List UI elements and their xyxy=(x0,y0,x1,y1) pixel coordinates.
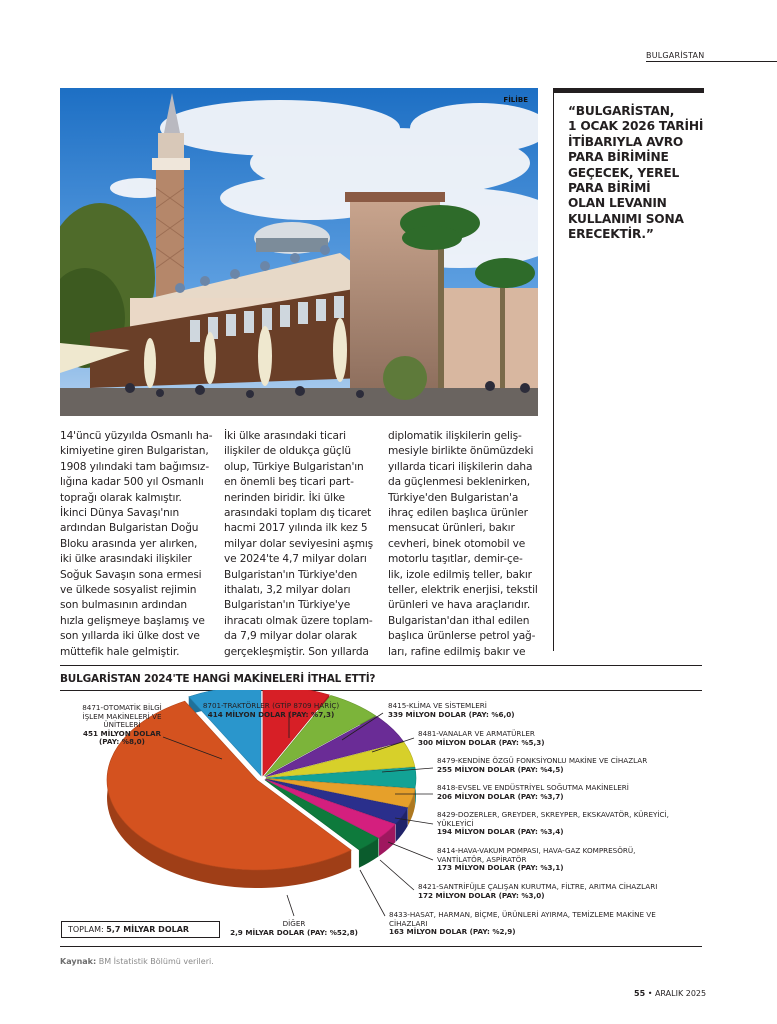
section-rule xyxy=(646,61,777,62)
slice-value: 414 MİLYON DOLAR (PAY: %7,3) xyxy=(207,709,335,719)
mosque-illustration xyxy=(60,88,538,416)
slice-name: 8479-KENDİNE ÖZGÜ FONKSİYONLU MAKİNE VE CİHAZLAR xyxy=(437,756,648,765)
slice-name: 8429-DOZERLER, GREYDER, SKREYPER, EKSKAVATÖR, KÜREYİCİ, YÜKLEYİCİ xyxy=(437,810,669,828)
issue-date: ARALIK 2025 xyxy=(654,989,707,998)
section-tag: BULGARİSTAN xyxy=(646,51,705,60)
slice-label-8701 xyxy=(196,702,346,719)
slice-label-8481 xyxy=(418,730,545,747)
source-note xyxy=(60,957,214,966)
slice-value: 300 MİLYON DOLAR (PAY: %5,3) xyxy=(418,737,545,747)
leader-line xyxy=(287,895,294,916)
slice-label-8421 xyxy=(418,883,657,900)
chart-title: BULGARİSTAN 2024'TE HANGİ MAKİNELERİ İTHAL ETTİ? xyxy=(60,673,376,685)
article-column-2: İki ülke arasındaki ticari ilişkiler de oldukça güçlü olup, Türkiye Bulgaristan'ın en önemli beş ticari part- nerinden biridir. İki ülke arasındaki toplam dış ticaret hacmi 2017 yılında ilk kez 5 milyar dolar seviyesini aşmış ve 2024'te 4,7 milyar doları Bulgaristan'ın Türkiye'den ithalatı, 3,2 milyar doları Bulgaristan'ın Türkiye'ye ihracatı olmak üzere toplam- da 7,9 milyar dolar olarak gerçekleşmiştir. Son yıllarda xyxy=(224,430,374,658)
page-folio xyxy=(634,989,706,998)
mosque-photo xyxy=(60,88,538,416)
article-column-3: diplomatik ilişkilerin geliş- mesiyle birlikte önümüzdeki yıllarda ticari ilişkilerin daha da güçlenmesi beklenirken, Türkiye'den Bulgaristan'a ihraç edilen başlıca ürünler mensucat ürünleri, bakır cevheri, binek otomobil ve motorlu taşıtlar, demir-çe- lik, izole edilmiş teller, bakır teller, elektrik enerjisi, tekstil ürünleri ve hava araçlarıdır. Bulgaristan'dan ithal edilen başlıca ürünlerse petrol yağ- ları, rafine edilmiş bakır ve xyxy=(388,430,538,658)
page-number: 55 xyxy=(634,989,646,998)
slice-name: DİĞER xyxy=(282,919,306,928)
chart-rule-bottom xyxy=(60,946,702,947)
slice-name: 8471-OTOMATİK BİLGİ İŞLEM MAKİNELERİ VE ÜNİTELERİ xyxy=(82,703,162,730)
slice-name: 8415-KLİMA VE SİSTEMLERİ xyxy=(388,701,487,710)
total-box xyxy=(61,921,220,938)
slice-value: 2,9 MİLYAR DOLAR (PAY: %52,8) xyxy=(230,927,358,937)
slice-name: 8433-HASAT, HARMAN, BİÇME, ÜRÜNLERİ AYIRMA, TEMİZLEME MAKİNE VE CİHAZLARI xyxy=(389,910,656,928)
slice-name: 8414-HAVA-VAKUM POMPASI, HAVA-GAZ KOMPRESÖRÜ, VANTİLATÖR, ASPİRATÖR xyxy=(437,846,636,864)
source-text: BM İstatistik Bölümü verileri. xyxy=(98,957,214,966)
slice-label-8414 xyxy=(437,847,635,873)
slice-label-8479 xyxy=(437,757,647,774)
slice-label-diger xyxy=(226,920,362,937)
source-label: Kaynak: xyxy=(60,957,97,966)
slice-value: 163 MİLYON DOLAR (PAY: %2,9) xyxy=(389,927,516,937)
slice-name: 8701-TRAKTÖRLER (GTİP 8709 HARİÇ) xyxy=(202,701,340,710)
slice-label-8418 xyxy=(437,784,629,801)
slice-value: 206 MİLYON DOLAR (PAY: %3,7) xyxy=(437,791,564,801)
total-label: TOPLAM: xyxy=(68,925,104,934)
slice-label-8433 xyxy=(389,911,656,937)
slice-value: 173 MİLYON DOLAR (PAY: %3,1) xyxy=(437,863,564,873)
slice-label-8429 xyxy=(437,811,669,837)
quote-text: “BULGARİSTAN, 1 OCAK 2026 TARİHİ İTİBARIYLA AVRO PARA BİRİMİNE GEÇECEK, YEREL PARA BİRİMİ OLAN LEVANIN KULLANIMI SONA ERECEKTİR.” xyxy=(568,104,704,242)
slice-label-8415 xyxy=(388,702,515,719)
quote-bar xyxy=(554,88,704,93)
slice-value: 194 MİLYON DOLAR (PAY: %3,4) xyxy=(437,827,564,837)
slice-label-8471 xyxy=(62,704,182,747)
leader-line xyxy=(360,870,385,916)
total-value: 5,7 MİLYAR DOLAR xyxy=(106,925,190,934)
slice-value: 339 MİLYON DOLAR (PAY: %6,0) xyxy=(388,709,515,719)
slice-name: 8481-VANALAR VE ARMATÜRLER xyxy=(418,729,535,738)
slice-name: 8421-SANTRİFÜJLE ÇALIŞAN KURUTMA, FİLTRE, ARITMA CİHAZLARI xyxy=(418,882,658,891)
pull-quote xyxy=(553,88,703,651)
slice-name: 8418-EVSEL VE ENDÜSTRİYEL SOĞUTMA MAKİNELERİ xyxy=(437,783,629,792)
slice-value: 451 MİLYON DOLAR (PAY: %8,0) xyxy=(82,728,162,747)
leader-line xyxy=(380,860,414,890)
photo-caption: FİLİBE xyxy=(503,96,528,104)
chart-rule-top xyxy=(60,665,702,666)
leader-line xyxy=(388,842,433,860)
slice-value: 172 MİLYON DOLAR (PAY: %3,0) xyxy=(418,890,545,900)
slice-value: 255 MİLYON DOLAR (PAY: %4,5) xyxy=(437,764,564,774)
article-column-1: 14'üncü yüzyılda Osmanlı ha- kimiyetine giren Bulgaristan, 1908 yılındaki tam bağımsız- lığına kadar 500 yıl Osmanlı toprağı olarak kalmıştır. İkinci Dünya Savaşı'nın ardından Bulgaristan Doğu Bloku arasında yer alırken, iki ülke arasındaki ilişkiler Soğuk Savaşın sona ermesi ve ülkede sosyalist rejimin son bulmasının ardından hızla gelişmeye başlamış ve son yıllarda iki ülke dost ve müttefik hale gelmiştir. xyxy=(60,430,213,658)
folio-separator: • xyxy=(647,989,653,998)
